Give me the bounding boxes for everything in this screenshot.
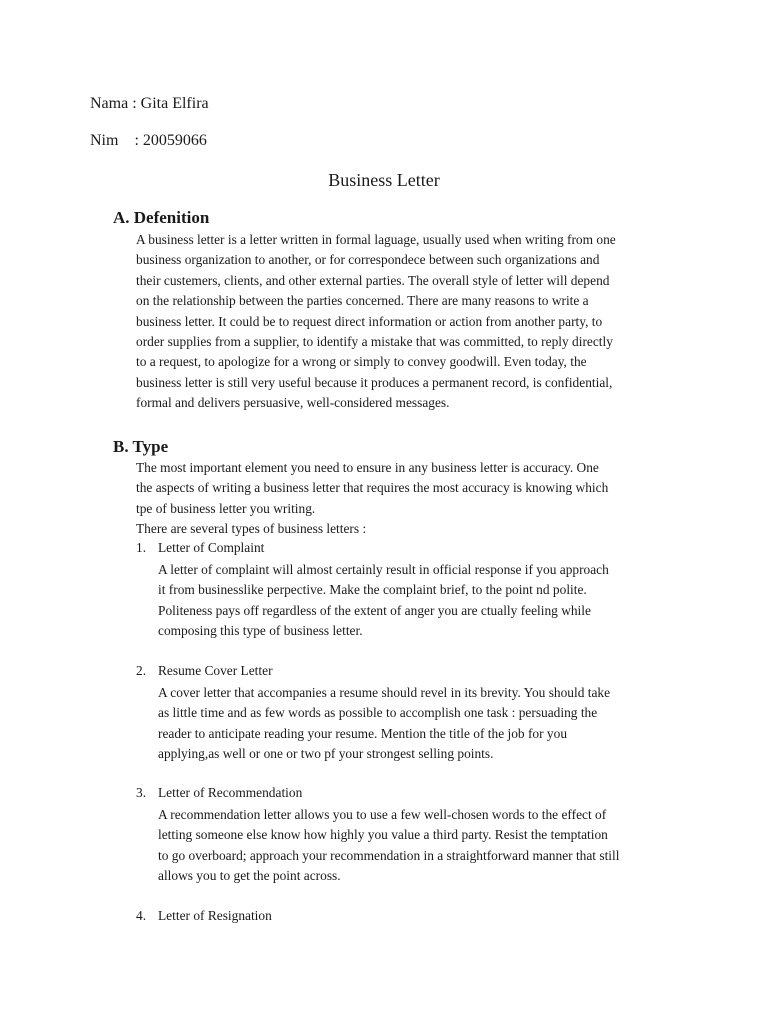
document-title: Business Letter xyxy=(328,170,440,190)
student-name: Nama : Gita Elfira xyxy=(90,95,209,112)
list-item-title: Letter of Complaint xyxy=(158,540,265,555)
list-item-text: A cover letter that accompanies a resume should revel in its brevity. You should take as little time and as few words as possible to accomplish one task : persuading the reader to anticipate reading your resume. Mention the title of the job for you applying,as well or one or two pf your strongest selling points. xyxy=(158,685,611,762)
list-item-number: 4. xyxy=(136,908,147,923)
student-nim: Nim : 20059066 xyxy=(90,132,207,149)
section-a-heading: A. Defenition xyxy=(113,208,210,227)
list-item-title: Letter of Recommendation xyxy=(158,785,303,800)
section-a-paragraph: A business letter is a letter written in formal laguage, usually used when writing from one business organization to another, or for correspondece between such organizations and their custemers, clients, and other external parties. The overall style of letter will depend on the relationship between the parties concerned. There are many reasons to write a business letter. It could be to request direct information or action from another party, to order supplies from a supplier, to identify a mistake that was committed, to reply directly to a request, to apologize for a wrong or simply to convey goodwill. Even today, the business letter is still very useful because it produces a permanent record, is confidential, formal and delivers persuasive, well-considered messages. xyxy=(136,232,616,411)
section-b-heading: B. Type xyxy=(113,437,169,456)
list-item-title: Resume Cover Letter xyxy=(158,663,273,678)
section-b-paragraph: The most important element you need to ensure in any business letter is accuracy. One the aspects of writing a business letter that requires the most accuracy is knowing which tpe of business letter you writing. There are several types of business letters : xyxy=(136,460,609,537)
list-item-number: 3. xyxy=(136,785,147,800)
list-item-text: A letter of complaint will almost certainly result in official response if you approach it from businesslike perpective. Make the complaint brief, to the point nd polite. Politeness pays off regardless of the extent of anger you are ctually feeling while composing this type of business letter. xyxy=(158,562,609,639)
list-item-title: Letter of Resignation xyxy=(158,908,272,923)
list-item-number: 1. xyxy=(136,540,147,555)
list-item-number: 2. xyxy=(136,663,147,678)
list-item-text: A recommendation letter allows you to use a few well-chosen words to the effect of letting someone else know how highly you value a third party. Resist the temptation to go overboard; approach your recommendation in a straightforward manner that still allows you to get the point across. xyxy=(158,807,620,884)
